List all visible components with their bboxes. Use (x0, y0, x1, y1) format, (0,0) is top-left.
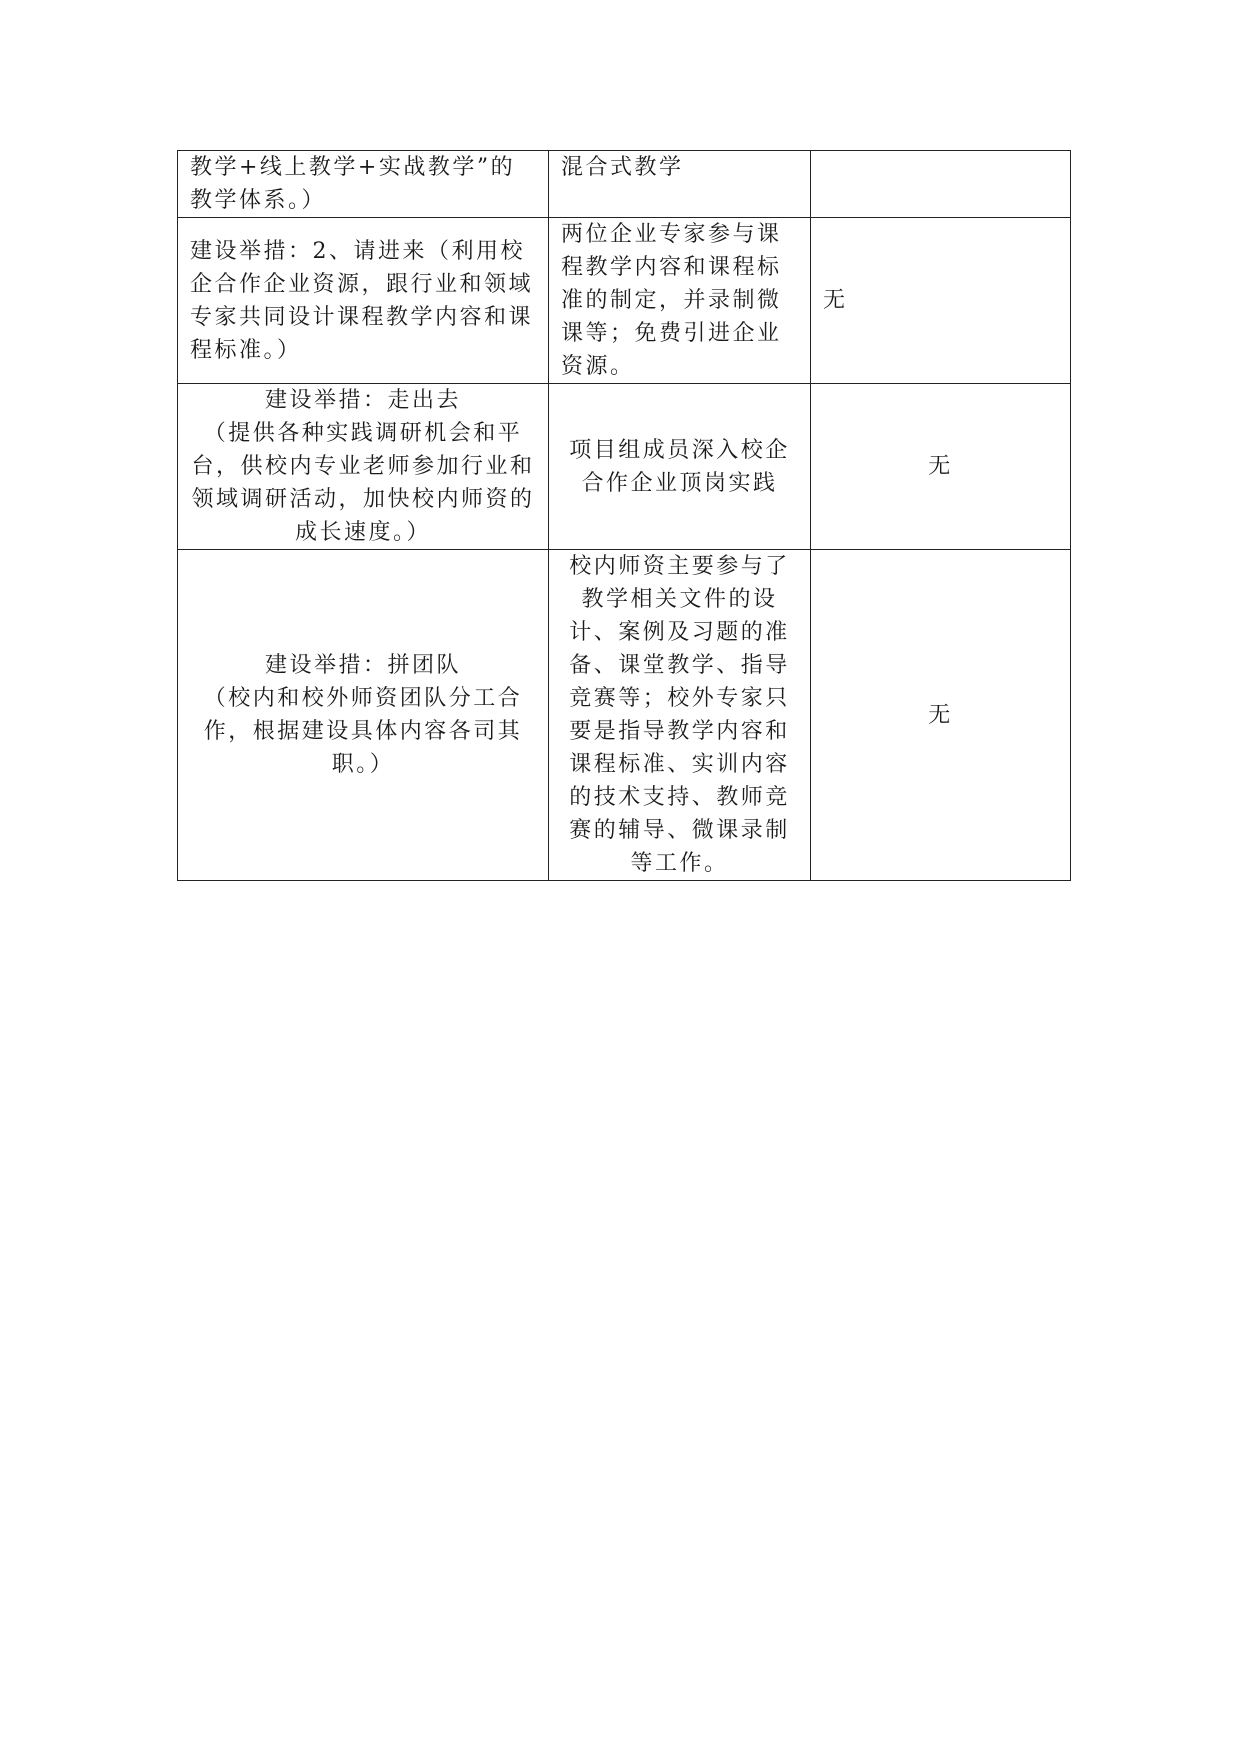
table-row (178, 550, 1071, 881)
measure-title: 建设举措：拼团队 (264, 653, 461, 678)
measure-detail: （提供各种实践调研机会和平台，供校内专业老师参加行业和领域调研活动，加快校内师资的成长速度。） (191, 421, 535, 545)
table-row (178, 384, 1071, 550)
table-row (178, 151, 1071, 218)
measure-cell: 建设举措：2、请进来（利用校企合作企业资源，跟行业和领域专家共同设计课程教学内容和课程标准。） (178, 218, 549, 384)
implementation-cell: 混合式教学 (549, 151, 811, 218)
construction-measures-table (177, 150, 1071, 881)
implementation-cell: 两位企业专家参与课程教学内容和课程标准的制定，并录制微课等；免费引进企业资源。 (549, 218, 811, 384)
remark-cell: 无 (811, 218, 1071, 384)
measure-cell: 教学+线上教学+实战教学”的教学体系。） (178, 151, 549, 218)
remark-cell: 无 (811, 550, 1071, 881)
table-row (178, 218, 1071, 384)
implementation-cell: 校内师资主要参与了教学相关文件的设计、案例及习题的准备、课堂教学、指导竞赛等；校外专家只要是指导教学内容和课程标准、实训内容的技术支持、教师竞赛的辅导、微课录制等工作。 (549, 550, 811, 881)
remark-cell (811, 151, 1071, 218)
implementation-cell: 项目组成员深入校企合作企业顶岗实践 (549, 384, 811, 550)
measure-title: 建设举措：走出去 (264, 388, 461, 413)
measure-detail: （校内和校外师资团队分工合作，根据建设具体内容各司其职。） (203, 686, 523, 777)
remark-cell: 无 (811, 384, 1071, 550)
measure-cell (178, 550, 549, 881)
measure-cell (178, 384, 549, 550)
